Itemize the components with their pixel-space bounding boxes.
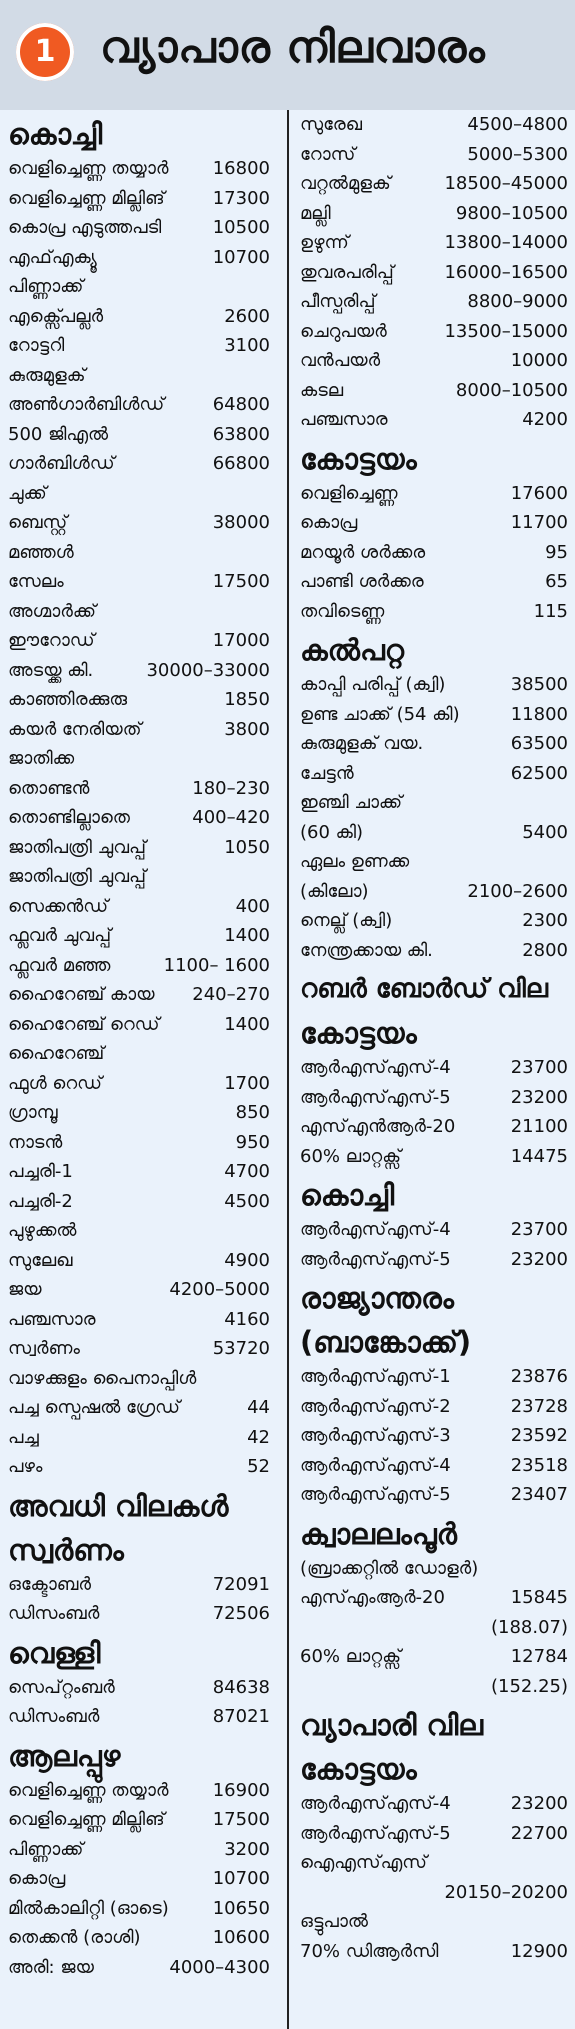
item-label: ചേട്ടൻ <box>300 762 354 784</box>
price-row <box>8 1570 270 1600</box>
number-badge <box>16 23 74 81</box>
price-row <box>300 906 568 936</box>
item-label: സേലം <box>8 571 64 592</box>
price-row <box>300 199 568 229</box>
item-label: ഹൈറേഞ്ച് കായ <box>8 984 155 1005</box>
price-row <box>8 1673 270 1703</box>
item-price: 44 <box>247 1397 270 1418</box>
item-group-label: ഏലം ഉണക്ക <box>300 851 410 872</box>
item-price: 4700 <box>224 1161 270 1182</box>
price-row <box>300 1937 568 1967</box>
item-price: 1100– 1600 <box>163 954 270 976</box>
item-price: 87021 <box>212 1706 270 1727</box>
item-price: 1700 <box>224 1072 270 1094</box>
item-price: 63800 <box>212 423 270 445</box>
price-row <box>8 1452 270 1482</box>
item-price: 115 <box>533 600 568 622</box>
price-row <box>300 1789 568 1819</box>
item-label: ഫുൾ റെഡ് <box>8 1072 102 1094</box>
section-title-kochi: കൊച്ചി <box>8 117 103 151</box>
price-row <box>8 213 270 243</box>
item-label: എസ്എൻആർ-20 <box>300 1116 456 1137</box>
price-row <box>8 1098 270 1128</box>
item-price: 850 <box>235 1102 270 1123</box>
item-group-label: ചുക്ക് <box>8 482 47 504</box>
item-price: 8800–9000 <box>467 291 568 312</box>
section-title-kottayam: കോട്ടയം <box>300 441 417 476</box>
price-row <box>300 877 568 907</box>
item-price: 18500–45000 <box>444 173 568 194</box>
dollar-price: (188.07) <box>490 1616 568 1638</box>
price-row <box>300 936 568 966</box>
item-price: 23518 <box>510 1454 568 1476</box>
item-price: 11700 <box>510 512 568 533</box>
price-row <box>8 951 270 981</box>
item-group-label: വാഴക്കുളം പൈനാപ്പിൾ <box>8 1367 197 1389</box>
section-title-rubber-kochi: കൊച്ചി <box>300 1178 395 1212</box>
price-row <box>300 228 568 258</box>
item-label: ആർഎസ്എസ്-3 <box>300 1425 451 1446</box>
item-label: ആർഎസ്എസ്-4 <box>300 1454 451 1476</box>
page-header <box>0 0 575 110</box>
item-price: 13800–14000 <box>444 232 568 253</box>
price-row <box>300 1112 568 1142</box>
price-row <box>8 626 270 656</box>
item-group-label: കുരുമുളക് <box>8 364 86 386</box>
item-price: 1400 <box>224 1013 270 1035</box>
item-price: 4500 <box>224 1190 270 1212</box>
item-price: 38000 <box>212 512 270 533</box>
price-row <box>8 1776 270 1806</box>
price-row <box>8 980 270 1010</box>
item-label: ആർഎസ്എസ്-2 <box>300 1395 451 1417</box>
price-row <box>8 1835 270 1865</box>
item-price: 62500 <box>510 762 568 784</box>
item-label: എസ്എംആർ-20 <box>300 1587 445 1608</box>
price-row <box>8 420 270 450</box>
price-row <box>8 1702 270 1732</box>
item-price: 4500–4800 <box>467 114 568 135</box>
price-row <box>300 140 568 170</box>
item-label: തവിടെണ്ണ <box>300 600 385 622</box>
item-label: ജയ <box>8 1279 42 1300</box>
item-label: ആർഎസ്എസ്-5 <box>300 1484 451 1505</box>
item-label: തൊണ്ടില്ലാതെ <box>8 807 130 828</box>
price-row <box>8 715 270 745</box>
item-label: വറ്റൽമുളക് <box>300 173 391 194</box>
price-row <box>300 376 568 406</box>
price-row <box>8 1864 270 1894</box>
price-row <box>8 1894 270 1924</box>
item-label: പാണ്ടി ശർക്കര <box>300 571 424 592</box>
item-price: 5000–5300 <box>467 143 568 165</box>
item-price: 23592 <box>510 1425 568 1446</box>
item-price: 65 <box>545 571 568 592</box>
price-row <box>300 1421 568 1451</box>
item-label: പച്ചരി-2 <box>8 1190 73 1212</box>
price-row <box>300 1362 568 1392</box>
item-label: ഫ്ലവർ ചുവപ്പ് <box>8 925 112 946</box>
item-price: 17000 <box>212 630 270 651</box>
item-label: മിൽകാലിറ്റി (ഓടെ) <box>8 1897 169 1919</box>
price-row <box>300 508 568 538</box>
item-price: 4160 <box>224 1308 270 1330</box>
price-row <box>300 110 568 140</box>
item-label: സെക്കൻഡ് <box>8 895 109 917</box>
item-price: 17600 <box>510 482 568 504</box>
item-label: ഡിസംബർ <box>8 1706 100 1727</box>
item-price: 30000–33000 <box>146 659 270 681</box>
item-price: 23700 <box>510 1057 568 1078</box>
item-label: 70% ഡിആർസി <box>300 1940 439 1962</box>
price-row <box>8 508 270 538</box>
item-label: ഫ്ലവർ മഞ്ഞ <box>8 954 111 976</box>
price-row <box>8 184 270 214</box>
item-label: പഞ്ചസാര <box>300 409 388 430</box>
item-price: 3800 <box>224 718 270 740</box>
item-label: സുലേഖ <box>8 1249 73 1271</box>
item-label: നാടൻ <box>8 1131 63 1153</box>
item-price: 2100–2600 <box>467 880 568 902</box>
item-price: 72091 <box>212 1573 270 1595</box>
price-row <box>8 331 270 361</box>
item-label: വെളിച്ചെണ്ണ മില്ലിങ് <box>8 187 165 209</box>
item-label: കൊപ്ര എടുത്തപടി <box>8 217 162 238</box>
item-price: 4200–5000 <box>169 1279 270 1300</box>
price-row <box>8 685 270 715</box>
item-price: 10650 <box>212 1897 270 1919</box>
item-label: ഒക്ടോബർ <box>8 1573 92 1595</box>
item-price: 4200 <box>522 409 568 430</box>
section-title-kuala-lumpur: ക്വാലലംപൂർ <box>300 1516 457 1551</box>
item-label: 60% ലാറ്റക്സ് <box>300 1646 402 1667</box>
item-price: 400–420 <box>192 807 270 828</box>
right-column <box>300 110 568 1966</box>
item-label: ഉഴുന്ന് <box>300 232 349 253</box>
item-label: ഗ്രാമ്പൂ <box>8 1102 58 1123</box>
item-group-label: പുഴുക്കൽ <box>8 1220 77 1241</box>
price-row <box>8 833 270 863</box>
item-price: 23200 <box>510 1793 568 1814</box>
item-price: 4900 <box>224 1249 270 1271</box>
item-price: 16900 <box>212 1779 270 1801</box>
price-row <box>8 390 270 420</box>
price-row <box>8 1923 270 1953</box>
price-row <box>8 1423 270 1453</box>
item-label: കാപ്പി പരിപ്പ് (ക്വി) <box>300 674 446 695</box>
price-row <box>8 921 270 951</box>
price-row <box>8 154 270 184</box>
item-group-label: ഇഞ്ചി ചാക്ക് <box>300 792 403 813</box>
item-label: കാഞ്ഞിരക്കുരു <box>8 689 128 710</box>
item-group-label: ഐഎസ്എസ് <box>300 1852 427 1873</box>
item-label: തുവരപരിപ്പ് <box>300 261 394 283</box>
section-title-gold: സ്വർണം <box>8 1532 124 1567</box>
price-row <box>300 729 568 759</box>
item-price: 95 <box>545 541 568 563</box>
item-price: 23700 <box>510 1219 568 1240</box>
price-row <box>300 759 568 789</box>
item-group-label: അഗ്മാർക്ക് <box>8 600 96 622</box>
price-row <box>8 449 270 479</box>
item-label: വെളിച്ചെണ്ണ മില്ലിങ് <box>8 1809 165 1830</box>
section-title-silver: വെള്ളി <box>8 1635 101 1670</box>
item-price: 10700 <box>212 246 270 268</box>
section-title-futures: അവധി വിലകൾ <box>8 1488 229 1523</box>
item-label: ആർഎസ്എസ്-5 <box>300 1248 451 1270</box>
price-row <box>300 538 568 568</box>
price-row <box>300 597 568 627</box>
item-label: സ്വർണം <box>8 1338 80 1359</box>
column-divider <box>287 110 289 2029</box>
section-title-rubber-kottayam: കോട്ടയം <box>300 1016 417 1050</box>
item-label: പഴം <box>8 1456 43 1477</box>
item-price: 8000–10500 <box>455 379 568 401</box>
item-price: 10500 <box>212 217 270 238</box>
item-label: ഗാർബിൾഡ് <box>8 453 115 474</box>
item-label: വൻപയർ <box>300 350 381 371</box>
price-row <box>300 1819 568 1849</box>
item-label: ആർഎസ്എസ്-4 <box>300 1057 451 1078</box>
item-group-label: ജാതിപത്രി ചുവപ്പ് <box>8 866 147 887</box>
item-label: ആർഎസ്എസ്-5 <box>300 1822 451 1844</box>
price-row <box>300 346 568 376</box>
item-price: 15845 <box>510 1587 568 1608</box>
price-row <box>300 700 568 730</box>
price-row <box>300 567 568 597</box>
price-row <box>300 670 568 700</box>
item-price: 12784 <box>510 1646 568 1667</box>
price-row <box>300 818 568 848</box>
item-price: 9800–10500 <box>455 202 568 224</box>
item-label: ആർഎസ്എസ്-1 <box>300 1366 451 1387</box>
item-price: 52 <box>247 1456 270 1477</box>
item-price: 22700 <box>510 1822 568 1844</box>
item-group-label: ഹൈറേഞ്ച് <box>8 1043 105 1064</box>
item-price: 2800 <box>522 939 568 961</box>
item-price: 10600 <box>212 1927 270 1948</box>
currency-note: (ബ്രാക്കറ്റിൽ ഡോളർ) <box>300 1557 479 1579</box>
price-row <box>300 405 568 435</box>
price-row <box>8 1393 270 1423</box>
item-price: 11800 <box>510 703 568 725</box>
price-row <box>8 1599 270 1629</box>
item-label: പഞ്ചസാര <box>8 1308 96 1330</box>
item-label: ജാതിപത്രി ചുവപ്പ് <box>8 836 147 858</box>
price-row <box>300 1392 568 1422</box>
price-row <box>8 1334 270 1364</box>
item-label: ഈറോഡ് <box>8 630 95 651</box>
item-label: എഫ്എക്യൂ <box>8 246 97 268</box>
price-row <box>300 1245 568 1275</box>
item-label: വെളിച്ചെണ്ണ തയ്യാർ <box>8 158 169 179</box>
price-row <box>300 258 568 288</box>
item-price: 1400 <box>224 925 270 946</box>
item-label: തെക്കൻ (രാശി) <box>8 1927 141 1948</box>
item-label: അരി: ജയ <box>8 1956 94 1978</box>
badge-number: 1 <box>34 34 56 69</box>
item-price: 17500 <box>212 571 270 592</box>
price-row <box>8 892 270 922</box>
price-row <box>300 1583 568 1613</box>
item-price: 23200 <box>510 1248 568 1270</box>
item-price: 20150–20200 <box>444 1881 568 1903</box>
price-row <box>8 1305 270 1335</box>
price-row <box>300 1053 568 1083</box>
item-label: പച്ചരി-1 <box>8 1161 73 1182</box>
item-label: ആർഎസ്എസ്-5 <box>300 1086 451 1108</box>
item-price: 17500 <box>212 1809 270 1830</box>
item-group-label: ഒട്ടുപാൽ <box>300 1911 368 1932</box>
item-label: ചെറുപയർ <box>300 320 387 342</box>
item-price: 23200 <box>510 1086 568 1108</box>
item-label: 500 ജിഎൽ <box>8 423 109 445</box>
item-label: പിണ്ണാക്ക് <box>8 1838 84 1860</box>
item-price: 42 <box>247 1426 270 1448</box>
price-row <box>300 1083 568 1113</box>
section-title-trader-price: വ്യാപാരി വില <box>300 1708 484 1742</box>
item-price: 38500 <box>510 674 568 695</box>
price-row <box>300 479 568 509</box>
price-row <box>8 1010 270 1040</box>
item-group-label: ജാതിക്ക <box>8 748 75 769</box>
item-label: മറയൂർ ശർക്കര <box>300 541 426 563</box>
item-label: (60 കി) <box>300 821 364 843</box>
item-label: കടല <box>300 379 344 401</box>
item-label: അൺഗാർബിൾഡ് <box>8 394 165 415</box>
item-price: 180–230 <box>192 777 270 799</box>
price-row <box>300 287 568 317</box>
item-price: 84638 <box>212 1676 270 1698</box>
item-label: കുരുമുളക് വയ. <box>300 733 424 754</box>
item-label: പച്ച <box>8 1426 39 1448</box>
item-label: ആർഎസ്എസ്-4 <box>300 1793 451 1814</box>
price-row <box>300 317 568 347</box>
item-price: 72506 <box>212 1603 270 1624</box>
price-row <box>8 1246 270 1276</box>
item-label: പച്ച സ്പെഷൽ ഗ്രേഡ് <box>8 1397 180 1418</box>
item-price: 66800 <box>212 453 270 474</box>
item-price: 1850 <box>224 689 270 710</box>
item-price: 950 <box>235 1131 270 1153</box>
price-row <box>8 1128 270 1158</box>
item-price: 23728 <box>510 1395 568 1417</box>
item-label: വെളിച്ചെണ്ണ തയ്യാർ <box>8 1779 169 1801</box>
price-row <box>300 1642 568 1672</box>
item-price: 10700 <box>212 1868 270 1889</box>
price-row <box>8 774 270 804</box>
price-row <box>8 1805 270 1835</box>
price-row <box>300 1215 568 1245</box>
price-row <box>300 169 568 199</box>
item-price: 4000–4300 <box>169 1956 270 1978</box>
page-title: വ്യാപാര നിലവാരം <box>100 22 486 73</box>
price-row <box>300 1142 568 1172</box>
section-title-international: രാജ്യാന്തരം <box>300 1281 454 1315</box>
item-price: 2600 <box>224 305 270 327</box>
left-column <box>8 110 270 1982</box>
item-price: 53720 <box>212 1338 270 1359</box>
item-label: (കിലോ) <box>300 880 369 902</box>
item-price: 10000 <box>510 350 568 371</box>
item-label: സുരേഖ <box>300 114 362 135</box>
item-label: 60% ലാറ്റക്സ് <box>300 1145 402 1167</box>
item-label: റോസ് <box>300 143 356 165</box>
item-price: 3100 <box>224 335 270 356</box>
price-row <box>8 1069 270 1099</box>
item-label: കയർ നേരിയത് <box>8 718 142 740</box>
section-title-kalpetta: കൽപറ്റ <box>300 633 405 667</box>
item-label: ആർഎസ്എസ്-4 <box>300 1219 451 1240</box>
item-price: 5400 <box>522 821 568 843</box>
price-row <box>300 1451 568 1481</box>
item-price: 23876 <box>510 1366 568 1387</box>
price-row <box>8 243 270 273</box>
item-label: ഹൈറേഞ്ച് റെഡ് <box>8 1013 160 1035</box>
item-label: നേന്ത്രക്കായ കി. <box>300 939 433 961</box>
item-price: 16800 <box>212 158 270 179</box>
section-title-rubber-board: റബർ ബോർഡ് വില <box>300 974 548 1004</box>
price-row <box>8 1953 270 1983</box>
item-label: നെല്ല് (ക്വി) <box>300 910 393 931</box>
item-label: ബെസ്റ്റ് <box>8 512 68 533</box>
item-price: 13500–15000 <box>444 320 568 342</box>
price-row <box>8 1157 270 1187</box>
item-price: 12900 <box>510 1940 568 1962</box>
item-price: 63500 <box>510 733 568 754</box>
item-label: കൊപ്ര <box>8 1868 66 1889</box>
item-price: 17300 <box>212 187 270 209</box>
item-price: 400 <box>235 895 270 917</box>
item-label: എക്സ്പെല്ലർ <box>8 305 104 327</box>
item-label: തൊണ്ടൻ <box>8 777 90 799</box>
item-group-label: മഞ്ഞൾ <box>8 541 74 563</box>
price-row <box>8 656 270 686</box>
item-price: 16000–16500 <box>444 261 568 283</box>
price-row <box>8 803 270 833</box>
item-price: 3200 <box>224 1838 270 1860</box>
price-row <box>300 1480 568 1510</box>
section-title-bangkok: (ബാങ്കോക്ക്) <box>300 1325 472 1359</box>
item-label: വെളിച്ചെണ്ണ <box>300 482 398 504</box>
item-label: റോട്ടറി <box>8 335 65 356</box>
item-price: 21100 <box>510 1116 568 1137</box>
item-label: ഉണ്ട ചാക്ക് (54 കി) <box>300 703 460 725</box>
item-label: അടയ്ക്ക കി. <box>8 659 94 681</box>
item-price: 14475 <box>510 1145 568 1167</box>
item-label: സെപ്റ്റംബർ <box>8 1676 115 1698</box>
item-group-label: പിണ്ണാക്ക് <box>8 276 84 297</box>
section-title-trader-kottayam: കോട്ടയം <box>300 1752 417 1786</box>
item-label: പീസ്പരിപ്പ് <box>300 291 376 312</box>
item-label: മല്ലി <box>300 202 331 224</box>
item-price: 1050 <box>224 836 270 858</box>
item-price: 23407 <box>510 1484 568 1505</box>
item-price: 2300 <box>522 910 568 931</box>
dollar-price: (152.25) <box>490 1675 568 1697</box>
item-price: 240–270 <box>192 984 270 1005</box>
item-label: കൊപ്ര <box>300 512 358 533</box>
price-row <box>8 567 270 597</box>
price-row <box>8 1275 270 1305</box>
price-row <box>8 302 270 332</box>
item-label: ഡിസംബർ <box>8 1603 100 1624</box>
item-price: 64800 <box>212 394 270 415</box>
price-row <box>8 1187 270 1217</box>
section-title-alappuzha: ആലപ്പുഴ <box>8 1738 121 1773</box>
